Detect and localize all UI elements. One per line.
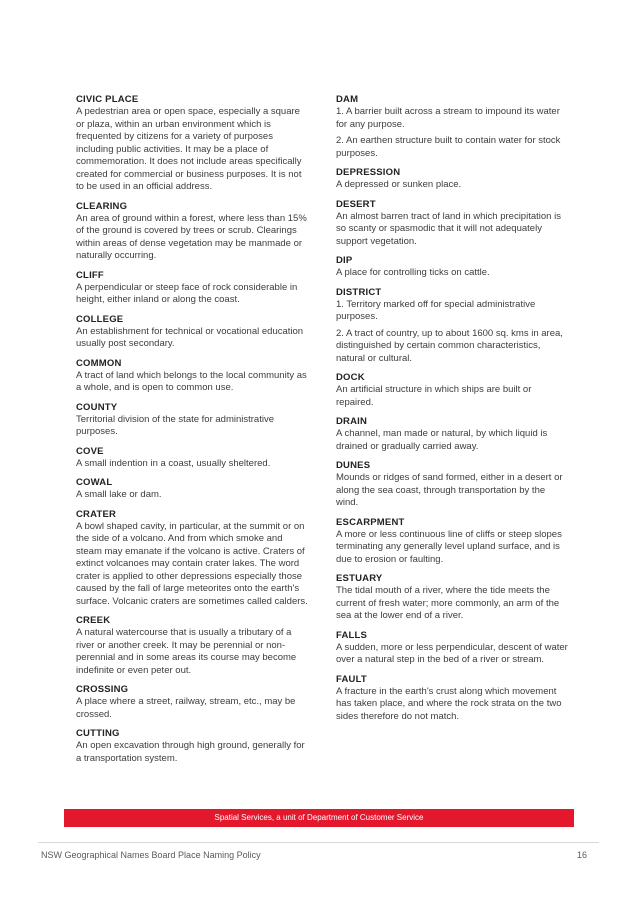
glossary-left-column <box>76 93 308 771</box>
glossary-term: DOCK <box>336 372 365 383</box>
glossary-term: CLIFF <box>76 269 104 281</box>
glossary-entry <box>76 683 308 721</box>
glossary-term: COUNTY <box>76 401 118 413</box>
glossary-term: DRAIN <box>336 416 368 427</box>
glossary-term: DEPRESSION <box>336 167 401 178</box>
glossary-entry <box>76 476 308 502</box>
glossary-definition: An almost barren tract of land in which precipitation is so scanty or spasmodic that it will not adequately support vegetation. <box>336 210 561 247</box>
glossary-entry <box>336 254 568 280</box>
glossary-term: CROSSING <box>76 684 129 695</box>
glossary-definition: A tract of land which belongs to the local community as a whole, and is open to common use. <box>76 369 307 393</box>
glossary-definition: A channel, man made or natural, by which liquid is drained or gradually carried away. <box>336 428 548 452</box>
glossary-term: DIP <box>336 255 353 266</box>
glossary-entry <box>76 401 308 439</box>
glossary-entry <box>76 727 308 765</box>
glossary-entry <box>76 357 308 395</box>
glossary-term: CUTTING <box>76 728 120 739</box>
glossary-definition: An area of ground within a forest, where less than 15% of the ground is covered by trees or scrub. Clearings within areas of dense vegetation may be manmade or naturally occurring. <box>76 212 307 261</box>
glossary-term: COVE <box>76 445 104 457</box>
page-number: 16 <box>576 850 587 860</box>
glossary-term: DAM <box>336 94 359 105</box>
glossary-entry <box>336 198 568 249</box>
glossary-definition: A small indention in a coast, usually sheltered. <box>76 457 271 469</box>
glossary-term: COMMON <box>76 357 122 369</box>
glossary-definition: Territorial division of the state for administrative purposes. <box>76 413 274 437</box>
glossary-definition: A depressed or sunken place. <box>336 179 462 190</box>
glossary-term: DISTRICT <box>336 286 382 298</box>
glossary-term: FALLS <box>336 629 368 641</box>
glossary-definition: A sudden, more or less perpendicular, descent of water over a natural step in the bed of a river or stream. <box>336 641 568 665</box>
glossary-term: CRATER <box>76 508 117 520</box>
glossary-term: CREEK <box>76 615 111 626</box>
glossary-entry <box>336 673 568 724</box>
glossary-entry <box>336 516 568 567</box>
glossary-definition: A perpendicular or steep face of rock considerable in height, either inland or along the coast. <box>76 281 298 305</box>
glossary-entry <box>336 371 568 409</box>
glossary-entry <box>76 313 308 351</box>
glossary-definition: An open excavation through high ground, generally for a transportation system. <box>76 740 305 764</box>
glossary-entry <box>76 200 308 263</box>
glossary-term: COWAL <box>76 477 113 488</box>
glossary-entry <box>336 572 568 623</box>
glossary-entry <box>336 459 568 510</box>
glossary-definition: The tidal mouth of a river, where the tide meets the current of fresh water; more commonly, an arm of the sea at the lower end of a river. <box>336 585 560 621</box>
glossary-entry <box>76 445 308 471</box>
glossary-definition: A place where a street, railway, stream, etc., may be crossed. <box>76 696 296 720</box>
glossary-right-column <box>336 93 568 729</box>
glossary-entry <box>76 93 308 194</box>
glossary-definition: 1. Territory marked off for special administrative purposes. <box>336 298 536 322</box>
glossary-definition: A bowl shaped cavity, in particular, at the summit or on the side of a volcano. And from which smoke and steam may emanate if the volcano is active. Craters of extinct volcanoes may contain crater lakes. The word crater is applied to other depressions especially those caused by the fall of large meteorites onto the earth's surface. Volcanic craters are sometimes called calders. <box>76 520 308 607</box>
glossary-term: CIVIC PLACE <box>76 94 139 105</box>
glossary-definition: A natural watercourse that is usually a tributary of a river or another creek. It may be perennial or non-perennial and in some areas its course may become indefinite or even peter out. <box>76 627 297 676</box>
glossary-definition: 1. A barrier built across a stream to impound its water for any purpose. <box>336 106 560 130</box>
footer-document-title: NSW Geographical Names Board Place Naming Policy <box>41 850 261 860</box>
glossary-definition: A pedestrian area or open space, especially a square or plaza, within an urban environment which is frequented by citizens for a variety of purposes including public activities. It may be a place of commemoration. It does not include areas specifically created for commercial or business purposes. It is not to be used in an official address. <box>76 106 302 192</box>
glossary-term: COLLEGE <box>76 313 124 325</box>
glossary-term: CLEARING <box>76 200 128 212</box>
glossary-term: FAULT <box>336 673 367 685</box>
glossary-entry <box>336 415 568 453</box>
glossary-entry <box>76 614 308 677</box>
glossary-term: DUNES <box>336 460 371 471</box>
department-banner: Spatial Services, a unit of Department of Customer Service <box>64 809 574 827</box>
glossary-term: ESCARPMENT <box>336 516 405 528</box>
glossary-definition: An artificial structure in which ships are built or repaired. <box>336 384 532 408</box>
glossary-definition: An establishment for technical or vocational education usually post secondary. <box>76 325 304 349</box>
glossary-definition: A place for controlling ticks on cattle. <box>336 267 490 278</box>
glossary-definition: 2. An earthen structure built to contain water for stock purposes. <box>336 135 561 159</box>
glossary-definition: A more or less continuous line of cliffs or steep slopes terminating any generally level upland surface, and is due to erosion or faulting. <box>336 528 562 565</box>
glossary-entry <box>336 166 568 192</box>
glossary-definition: 2. A tract of country, up to about 1600 sq. kms in area, distinguished by certain common characteristics, natural or cultural. <box>336 327 563 364</box>
glossary-term: DESERT <box>336 198 376 210</box>
glossary-term: ESTUARY <box>336 573 383 584</box>
glossary-definition: A small lake or dam. <box>76 489 162 500</box>
glossary-entry <box>336 93 568 160</box>
glossary-definition: A fracture in the earth's crust along which movement has taken place, and where the rock strata on the two sides therefore do not match. <box>336 685 562 722</box>
glossary-definition: Mounds or ridges of sand formed, either in a desert or along the sea coast, through transportation by the wind. <box>336 472 563 508</box>
glossary-entry <box>336 629 568 667</box>
glossary-entry <box>76 269 308 307</box>
glossary-entry <box>76 508 308 609</box>
glossary-entry <box>336 286 568 366</box>
footer-divider <box>38 842 599 843</box>
